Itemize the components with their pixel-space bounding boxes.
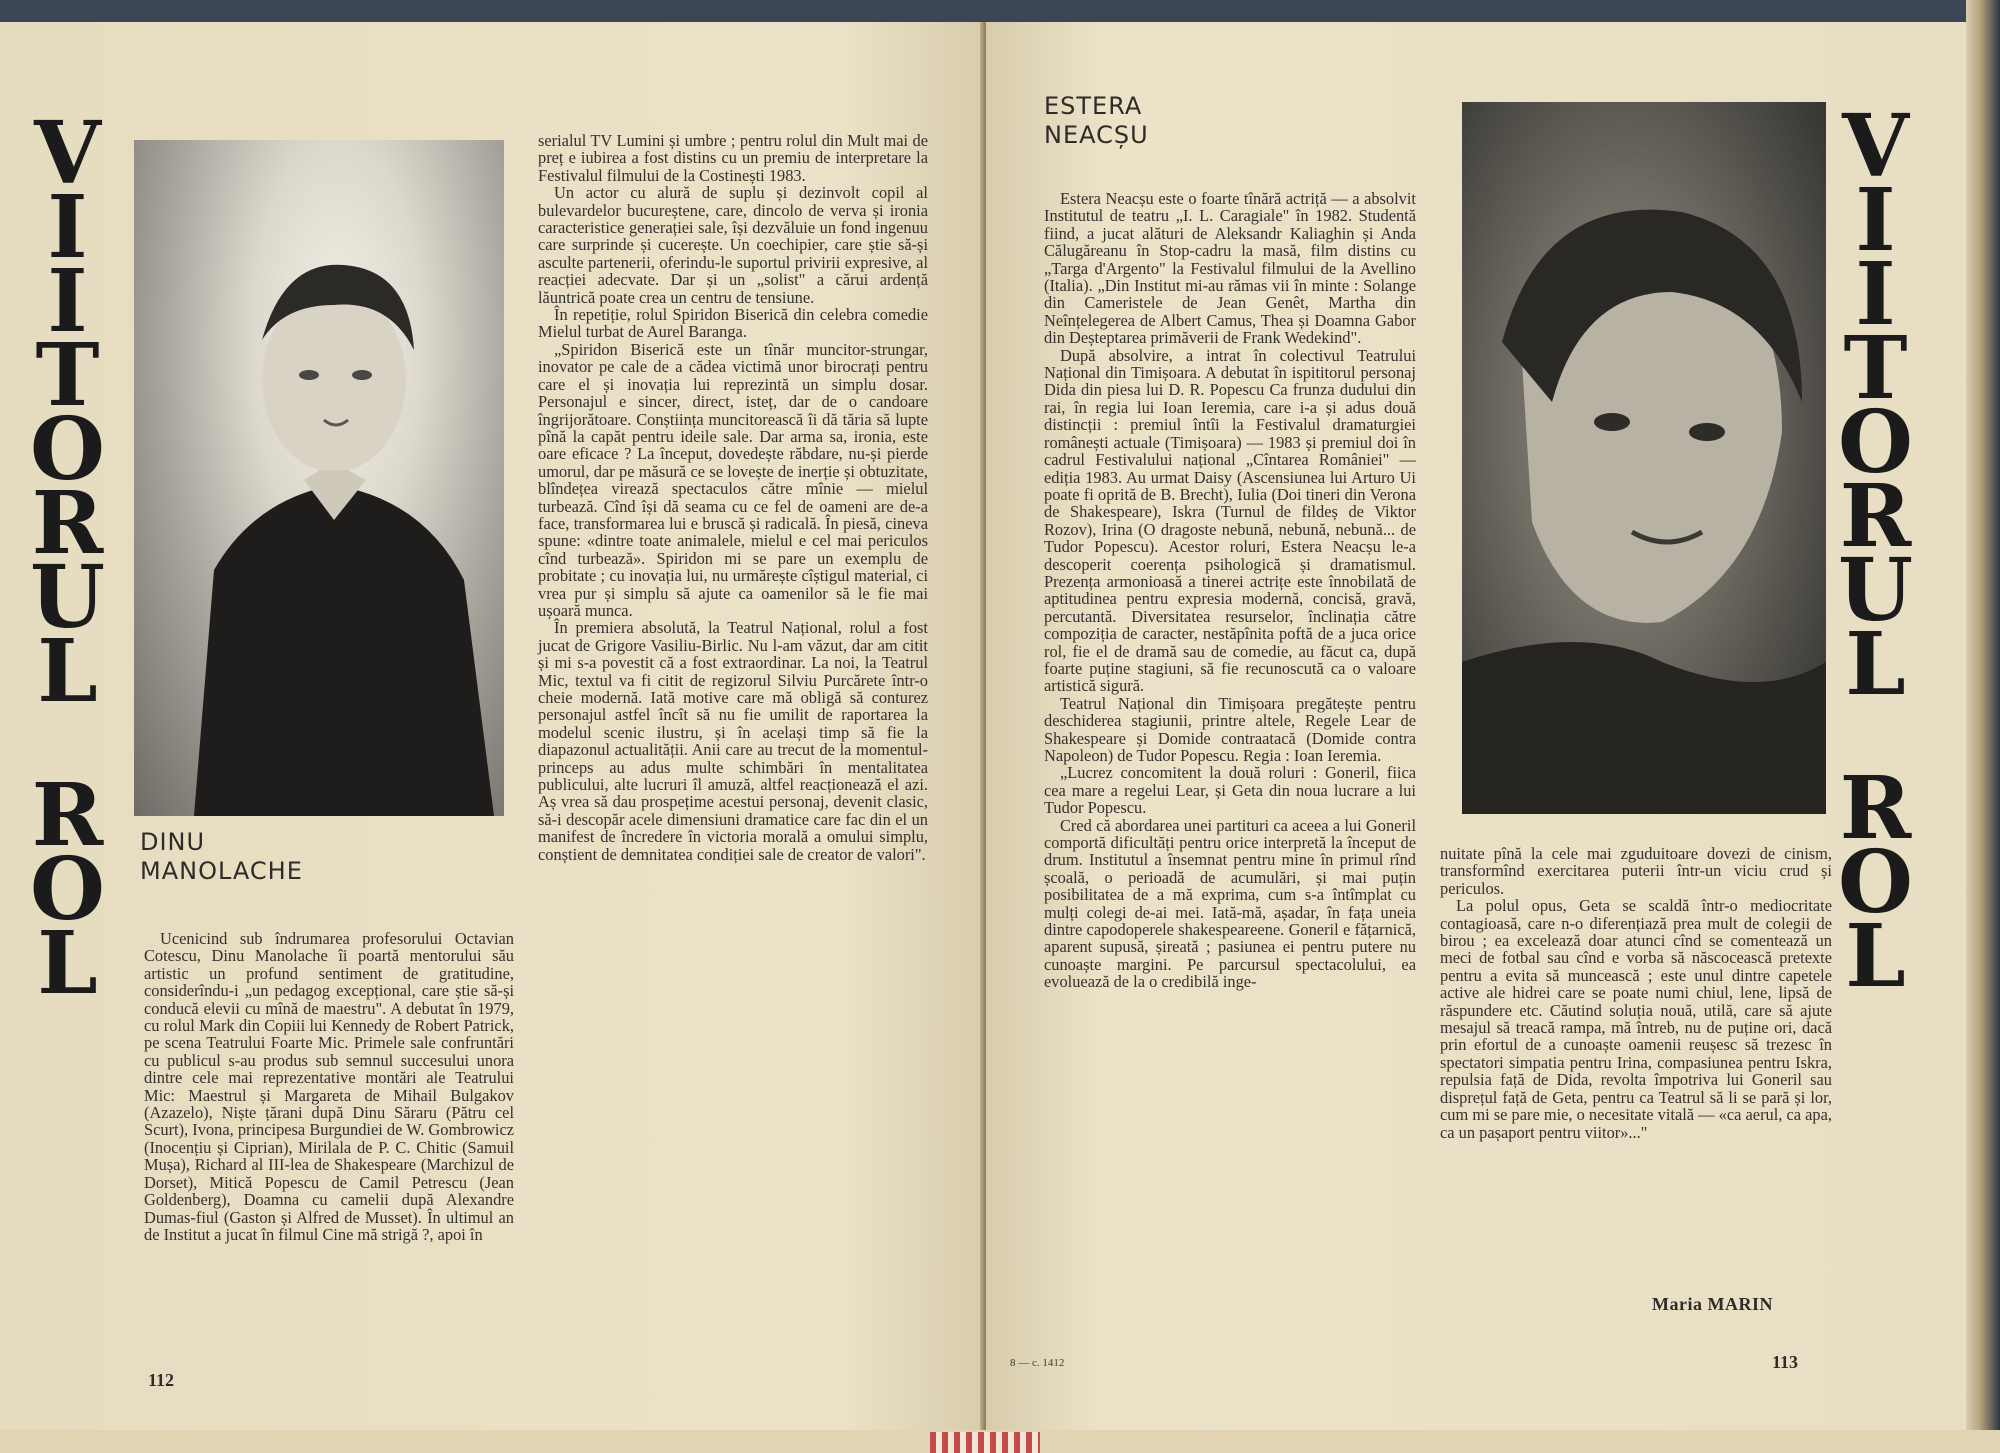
title-left-letter: T	[35, 324, 100, 426]
paragraph: Un actor cu alură de suplu și dezinvolt copil al bulevardelor bucureștene, care, dincolo de verva și ironia caracteristice generației sale, își dezvăluie un fond ingenuu care surprinde și cucerește. Un coechipier, care știe să-și asculte partenerii, oferindu-le suportul privirii expresive, al reacției adecvate. Dar și un „solist" a cărui ardență lăuntrică poate crea un centru de tensiune.	[538, 183, 928, 307]
portrait-placeholder-icon	[134, 140, 504, 816]
paragraph: Estera Neacșu este o foarte tînără actriță — a absolvit Institutul de teatru „I. L. Caragiale" în 1982. Studentă fiind, a jucat alături de Aleksandr Kaliaghin și Anda Călugăreanu în Stop-cadru la masă, film distins cu „Targa d'Argento" la Festivalul filmului de la Avellino (Italia). „Din Institut mi-au rămas vii în minte : Solange din Cameristele de Jean Genêt, Martha din Neînțelegerea de Albert Camus, Thea și Doamna Gabor din Deșteptarea primăverii de Frank Wedekind".	[1044, 189, 1416, 348]
title-right-letter: R	[1839, 465, 1912, 567]
title-left-letter: U	[30, 546, 105, 648]
paragraph: „Lucrez concomitent la două roluri : Goneril, fiica cea mare a regelui Lear, și Geta din noua lucrare a lui Tudor Popescu.	[1044, 763, 1416, 818]
title-right-letter: V	[1842, 96, 1909, 197]
paragraph: Cred că abordarea unei partituri ca aceea a lui Goneril comportă dificultăți pentru orice interpretă la început de drum. Institutul a însemnat pentru mine în primul rînd școală, o perioadă de acumulări, și mai puțin posibilitatea de a mă exprima, cum s-a întîmplat cu mulți colegi de-ai mei. Iată-mă, așadar, în fața uneia dintre capodoperele shakespeareene. Goneril e fățarnică, aparent supusă, șireată ; pasiunea ei pentru putere nu cunoaște margini. Pe parcursul spectacolului, ea evoluează de la o credibilă inge-	[1044, 815, 1416, 992]
page-number-right: 113	[1772, 1352, 1799, 1372]
title-right-letter: I	[1855, 243, 1896, 345]
paragraph: În premiera absolută, la Teatrul Național, rolul a fost jucat de Grigore Vasiliu-Birlic. Nu l-am văzut, dar am citit și mi s-a povestit că a fost extraordinar. La noi, la Teatrul Mic, textul va fi citit de regizorul Silviu Purcărete într-o cheie modernă. Iată motive care mă obligă să conturez personajul astfel încît să nu fie umilit de raportarea la modelul scenic ilustru, și în același timp să fie la diapazonul actualității. Anii care au trecut de la momentul-princeps au adus multe schimbări în mentalitatea publicului, alte lucruri îl amuză, altfel reacționează el azi. Aș vrea să dau prospețime acestui personaj, devenit clasic, să-i descopăr acele dimensiuni dramatice care fac din el un manifest de încredere în victoria morală a omului simplu, conștient de demnitatea condiției sale de creator de valori".	[538, 618, 928, 864]
title-right-letter: I	[1855, 169, 1896, 271]
title-right-letter: L	[1845, 613, 1906, 715]
actor-photo-estera-neacsu	[1462, 102, 1826, 814]
left-column-1	[144, 930, 514, 1243]
title-left-letter: I	[47, 250, 88, 352]
vertical-title-left	[30, 103, 105, 1014]
right-column-1	[1044, 190, 1416, 991]
print-signature: 8 — c. 1412	[1010, 1357, 1065, 1369]
title-right-letter: T	[1843, 317, 1908, 419]
actor-photo-dinu-manolache	[134, 140, 504, 816]
actor-name-estera-neacsu	[1044, 92, 1149, 150]
background-top-strip	[0, 0, 2000, 22]
title-left-letter: O	[30, 398, 105, 500]
page-number-left: 112	[148, 1370, 175, 1390]
paragraph: serialul TV Lumini și umbre ; pentru rolul din Mult mai de preț e iubirea a fost distins cu un premiu de interpretare la Festivalul filmului de la Costinești 1983.	[538, 131, 928, 185]
title-right-letter: O	[1838, 391, 1913, 493]
actor-last-name: NEACȘU	[1044, 121, 1149, 149]
title-left-letter: L	[37, 620, 98, 722]
right-column-2	[1440, 845, 1832, 1141]
left-column-2	[538, 132, 928, 863]
book-cover-edge	[1966, 0, 2000, 1453]
title-right-letter: O	[1838, 831, 1913, 933]
actor-first-name: ESTERA	[1044, 92, 1143, 120]
left-page	[0, 22, 984, 1432]
title-left-letter: R	[31, 764, 104, 866]
title-right-letter: L	[1845, 905, 1906, 1007]
author-signature: Maria MARIN	[1652, 1294, 1773, 1314]
title-left-letter: R	[31, 472, 104, 574]
title-right-letter: U	[1838, 539, 1913, 641]
paragraph: În repetiție, rolul Spiridon Biserică din celebra comedie Mielul turbat de Aurel Baranga.	[538, 305, 928, 342]
bookmark-ribbon	[930, 1432, 1040, 1453]
paragraph: După absolvire, a intrat în colectivul Teatrului Național din Timișoara. A debutat în ispititorul personaj Dida din piesa lui D. R. Popescu Ca frunza dudului din rai, în regia lui Ioan Ieremia, care i-a și adus două distincții : premiul întîi la Festivalul dramaturgiei românești actuale (Timișoara) — 1983 și premiul doi în cadrul Festivalului național „Cîntarea României" — ediția 1983. Au urmat Daisy (Ascensiunea lui Arturo Ui poate fi oprită de B. Brecht), Iulia (Doi tineri din Verona de Shakespeare), Iskra (Turnul de fildeș de Viktor Rozov), Irina (O dragoste nebună, nebună, nebună... de Tudor Popescu). Acestor roluri, Estera Neacșu le-a descoperit coerența psihologică și dramatismul. Prezența armonioasă a tinerei actrițe este înnobilată de aptitudinea pentru expresia modernă, concisă, gravă, percutantă. Diversitatea resurselor, înclinația către compoziția de caracter, nestăpînita poftă de a juca orice rol, fie el de dramă sau de comedie, au făcut ca, după foarte puține stagiuni, să fie recunoscută ca o valoare artistică sigură.	[1044, 345, 1416, 696]
right-page	[986, 22, 1966, 1432]
paragraph: Teatrul Național din Timișoara pregătește pentru deschiderea stagiunii, printre altele, Regele Lear de Shakespeare și Domide contraatacă (Domide contra Napoleon) de Tudor Popescu. Regia : Ioan Ieremia.	[1044, 693, 1416, 765]
actor-first-name: DINU	[140, 828, 206, 856]
title-left-letter: V	[34, 103, 101, 204]
paragraph: La polul opus, Geta se scaldă într-o mediocritate contagioasă, care n-o diferențiază prea mult de colegii de birou ; ea excelează doar atunci cînd se comentează un meci de fotbal sau cînd e vorba să născocească pretexte pentru a evita să muncească ; este unul dintre capetele active ale hidrei care se poate numi chiul, lene, lipsă de răspundere etc. Căutind soluția nouă, utilă, care să ajute mesajul să treacă rampa, mă întreb, nu de puține ori, dacă prin efortul de a cunoaște oamenii reușesc să trezesc în spectatori simpatia pentru Irina, compasiunea pentru Iskra, repulsia față de Dida, revolta împotriva lui Goneril sau disprețul față de Geta, pentru ca Teatrul să li se pară și lor, cum mi se pare mie, o necesitate vitală — «ca aerul, ca apa, ca un pașaport pentru viitor»..."	[1440, 896, 1832, 1142]
portrait-placeholder-icon	[1462, 102, 1826, 814]
title-left-letter: L	[37, 912, 98, 1014]
title-left-letter: O	[30, 838, 105, 940]
actor-last-name: MANOLACHE	[140, 857, 303, 885]
title-right-letter: R	[1839, 757, 1912, 859]
paragraph: nuitate pînă la cele mai zguduitoare dovezi de cinism, transformînd exercitarea puterii într-un viciu crud și periculos.	[1440, 844, 1832, 898]
paragraph: Ucenicind sub îndrumarea profesorului Octavian Cotescu, Dinu Manolache îi poartă mentorului său artistic un profund sentiment de gratitudine, considerîndu-i „un pedagog excepțional, care știe să-și conducă elevii cu mînă de maestru". A debutat în 1979, cu rolul Mark din Copiii lui Kennedy de Robert Patrick, pe scena Teatrului Foarte Mic. Primele sale confruntări cu publicul s-au produs sub semnul succesului unora dintre cele mai reprezentative montări ale Teatrului Mic: Maestrul și Margareta de Mihail Bulgakov (Azazelo), Niște țărani după Dinu Săraru (Pătru cel Scurt), Ivona, principesa Burgundiei de W. Gombrowicz (Inocențiu și Ciprian), Mirilala de P. C. Chitic (Samuil Mușa), Richard al III-lea de Shakespeare (Marchizul de Dorset), Mitică Popescu de Camil Petrescu (Jean Goldenberg), Doamna cu camelii după Alexandre Dumas-fiul (Gaston și Alfred de Musset). În ultimul an de Institut a jucat în filmul Cine mă strigă ?, apoi în	[144, 929, 514, 1244]
paragraph: „Spiridon Biserică este un tînăr muncitor-strungar, inovator pe cale de a cădea victimă unor birocrați pentru care el și inovația lui reprezintă un simplu dosar. Personajul e sincer, direct, isteț, dar de o candoare îngrijorătoare. Conștiința muncitorească îi dă tăria să lupte pînă la capăt pentru ideile sale. Dar arma sa, ironia, este oare eficace ? La început, dovedește răbdare, nu-și pierde umorul, dar pe măsură ce se lovește de inerție și obtuzitate, blîndețea virează spectaculos către mînie — mielul turbează. Cînd își dă seama cu ce fel de oameni are de-a face, transformarea lui e bruscă și radicală. În piesă, cineva spune: «dintre toate animalele, mielul e cel mai periculos cînd turbează». Spiridon mi se pare un exemplu de probitate ; cu inovația lui, nu urmărește cîștigul material, ci vrea pur și simplu să ajute ca oamenilor să le fie mai ușoară munca.	[538, 339, 928, 620]
vertical-title-right	[1838, 96, 1913, 1007]
actor-name-dinu-manolache	[140, 828, 303, 886]
title-left-letter: I	[47, 176, 88, 278]
